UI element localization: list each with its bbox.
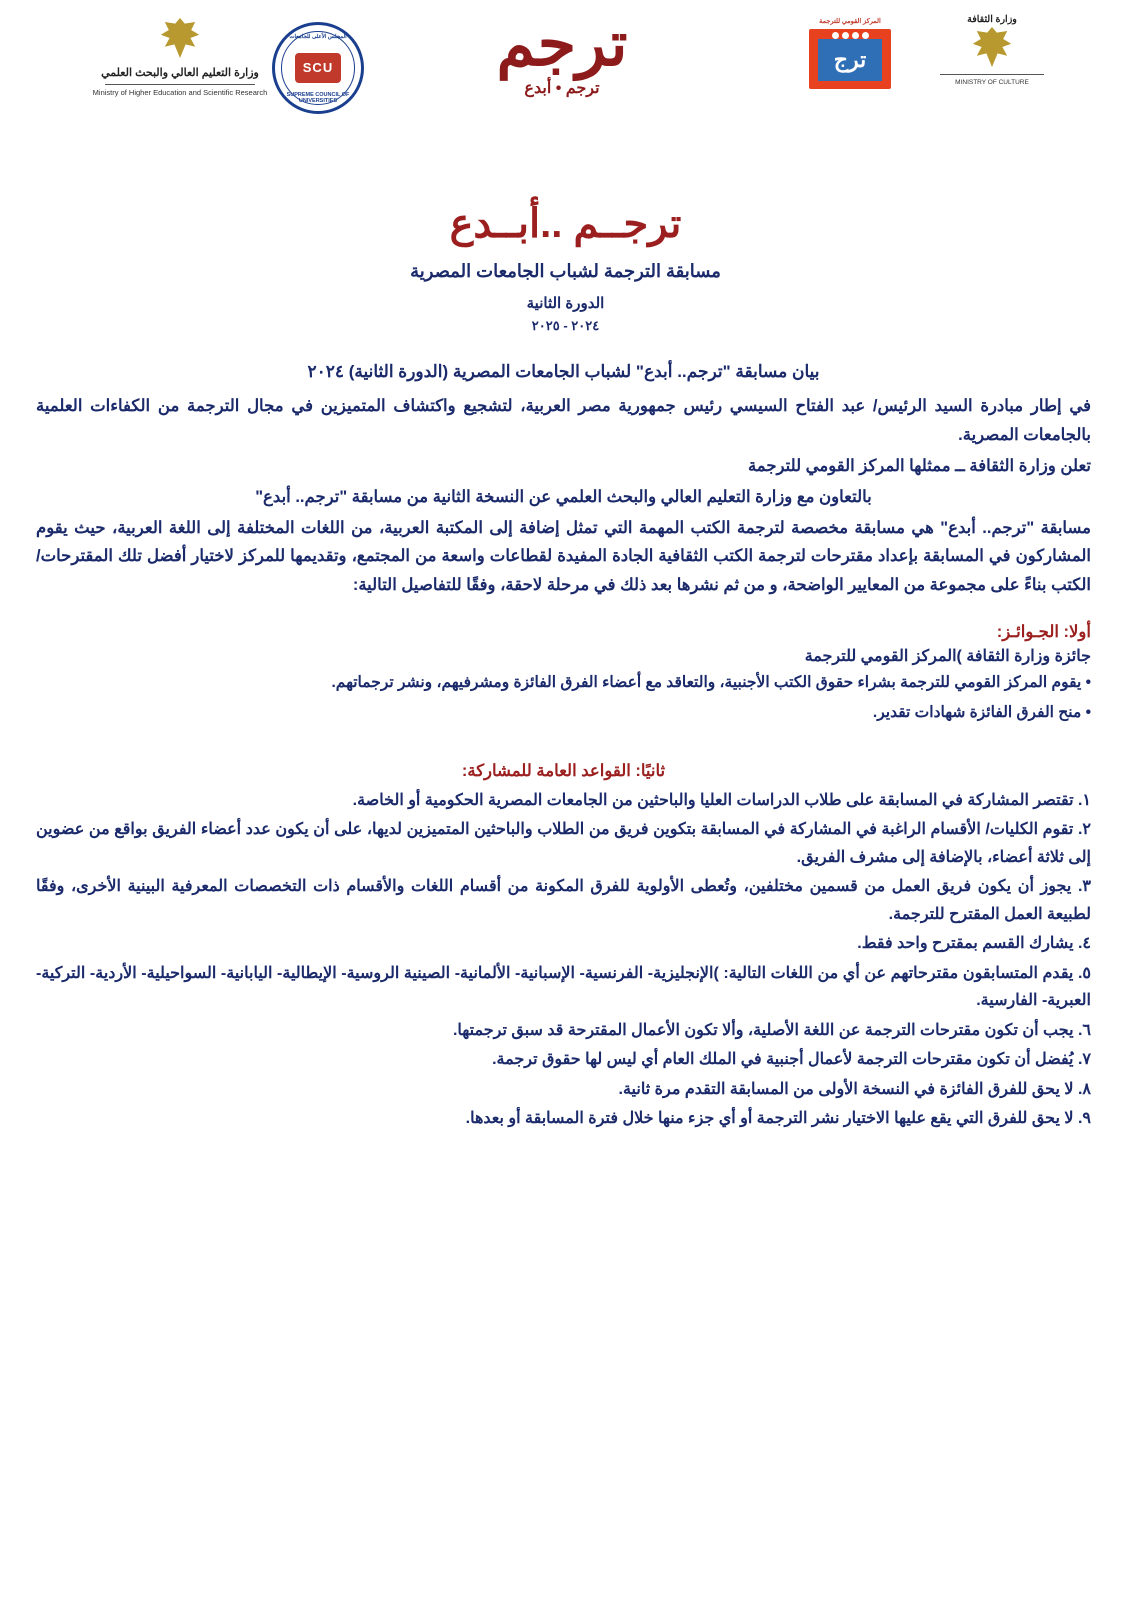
ministry-of-culture-logo <box>922 14 1062 86</box>
prize-line: جائزة وزارة الثقافة )المركز القومي للترجمة <box>804 648 1091 666</box>
scu-seal-icon <box>272 22 364 114</box>
paragraph-announcer: تعلن وزارة الثقافة ــ ممثلها المركز القومي للترجمة <box>747 456 1091 475</box>
scu-arc-bottom-text: SUPREME COUNCIL OF UNIVERSITIES <box>286 92 350 104</box>
competition-logo <box>437 6 687 98</box>
list-item: ٣. يجوز أن يكون فريق العمل من قسمين مختلفين، وتُعطى الأولوية للفرق المكونة من أقسام اللغات والأقسام ذات التخصصات المعرفية البينية الأخرى، وفقًا لطبيعة العمل المقترح للترجمة. <box>36 878 1091 923</box>
list-item: ٨. لا يحق للفرق الفائزة في النسخة الأولى من المسابقة التقدم مرة ثانية. <box>618 1080 1091 1098</box>
egypt-eagle-icon <box>970 27 1014 71</box>
ministry-of-culture-english-name: MINISTRY OF CULTURE <box>955 79 1029 86</box>
list-item: ٦. يجب أن تكون مقترحات الترجمة عن اللغة الأصلية، وألا تكون الأعمال المقترحة قد سبق ترجمتها. <box>452 1021 1091 1039</box>
competition-logo-subtitle: ترجم • أبدع <box>524 80 600 97</box>
list-item: ٥. يقدم المتسابقون مقترحاتهم عن أي من اللغات التالية: )الإنجليزية- الفرنسية- الإسبانية- الألمانية- الصينية الروسية- الإيطالية- اليابانية- السواحيلية- الأردية- التركية- العبرية- الفارسية. <box>36 964 1091 1010</box>
list-item: ٤. يشارك القسم بمقترح واحد فقط. <box>857 935 1091 953</box>
prize-bullet: • يقوم المركز القومي للترجمة بشراء حقوق الكتب الأجنبية، والتعاقد مع أعضاء الفرق الفائزة ومشرفيهم، ونشر ترجماتهم. <box>331 674 1091 692</box>
nct-dots-icon <box>809 32 891 39</box>
prizes-heading: أولا: الجـوائـز: <box>996 623 1091 642</box>
header-logo-bar <box>0 0 1131 155</box>
ministry-of-higher-education-arabic-name: وزارة التعليم العالي والبحث العلمي <box>101 67 259 79</box>
divider <box>105 84 255 85</box>
scu-abbreviation: SCU <box>295 53 341 83</box>
scu-arc-top-text: المجلس الأعلى للجامعات <box>289 34 347 40</box>
document-body <box>36 362 1091 1133</box>
page-subtitle: مسابقة الترجمة لشباب الجامعات المصرية <box>410 261 721 281</box>
round-years: ٢٠٢٤ - ٢٠٢٥ <box>531 318 600 333</box>
title-block <box>0 201 1131 334</box>
page-title: ترجــم ..أبــدع <box>449 202 682 246</box>
paragraph-intro: في إطار مبادرة السيد الرئيس/ عبد الفتاح السيسي رئيس جمهورية مصر العربية، لتشجيع واكتشاف المتميزين في مجال الترجمة من الكفاءات العلمية بالجامعات المصرية. <box>36 397 1091 444</box>
prize-bullet: • منح الفرق الفائزة شهادات تقدير. <box>872 704 1091 722</box>
rules-list <box>36 787 1091 1133</box>
list-item: ٧. يُفضل أن تكون مقترحات الترجمة لأعمال أجنبية في الملك العام أي ليس لها حقوق ترجمة. <box>492 1051 1091 1069</box>
supreme-council-of-universities-logo <box>268 22 368 114</box>
list-item: ١. تقتصر المشاركة في المسابقة على طلاب الدراسات العليا والباحثين من الجامعات المصرية الحكومية أو الخاصة. <box>352 791 1091 809</box>
egypt-eagle-icon <box>157 18 203 64</box>
nct-glyph: ترج <box>818 39 882 81</box>
paragraph-cooperation: بالتعاون مع وزارة التعليم العالي والبحث العلمي عن النسخة الثانية من مسابقة "ترجم.. أبدع" <box>255 487 872 506</box>
paragraph-description: مسابقة "ترجم.. أبدع" هي مسابقة مخصصة لترجمة الكتب المهمة التي تمثل إضافة إلى المكتبة العربية، من اللغات المختلفة إلى اللغة العربية، حيث يقوم المشاركون في المسابقة بإعداد مقترحات لترجمة الكتب الثقافية الجادة المفيدة لقطاعات واسعة من المجتمع، وتقديمها للمركز لاختيار أفضل تلك المقترحات/ الكتب بناءً على مجموعة من المعايير الواضحة، و من ثم نشرها بعد ذلك في مرحلة لاحقة، وفقًا للتفاصيل التالية: <box>36 518 1091 595</box>
ministry-of-higher-education-logo <box>75 18 285 97</box>
ministry-of-culture-arabic-name: وزارة الثقافة <box>967 14 1017 25</box>
competition-calligraphy: ترجم <box>496 10 628 79</box>
national-center-for-translation-logo <box>795 18 905 89</box>
rules-heading: ثانيًا: القواعد العامة للمشاركة: <box>461 761 666 780</box>
ministry-of-higher-education-english-name: Ministry of Higher Education and Scientific Research <box>92 87 268 97</box>
round-label: الدورة الثانية <box>526 295 605 312</box>
national-center-for-translation-name: المركز القومي للترجمة <box>819 18 881 25</box>
divider <box>940 74 1044 75</box>
nct-mark-icon <box>809 29 891 89</box>
list-item: ٩. لا يحق للفرق التي يقع عليها الاختيار نشر الترجمة أو أي جزء منها خلال فترة المسابقة أو بعدها. <box>465 1110 1091 1128</box>
statement-heading: بيان مسابقة "ترجم.. أبدع" لشباب الجامعات المصرية (الدورة الثانية) ٢٠٢٤ <box>307 362 820 381</box>
list-item: ٢. تقوم الكليات/ الأقسام الراغبة في المشاركة في المسابقة بتكوين فريق من الطلاب والباحثين المتميزين لديها، على أن يكون عدد أعضاء الفريق بواقع من عضوين إلى ثلاثة أعضاء، بالإضافة إلى مشرف الفريق. <box>36 821 1091 866</box>
